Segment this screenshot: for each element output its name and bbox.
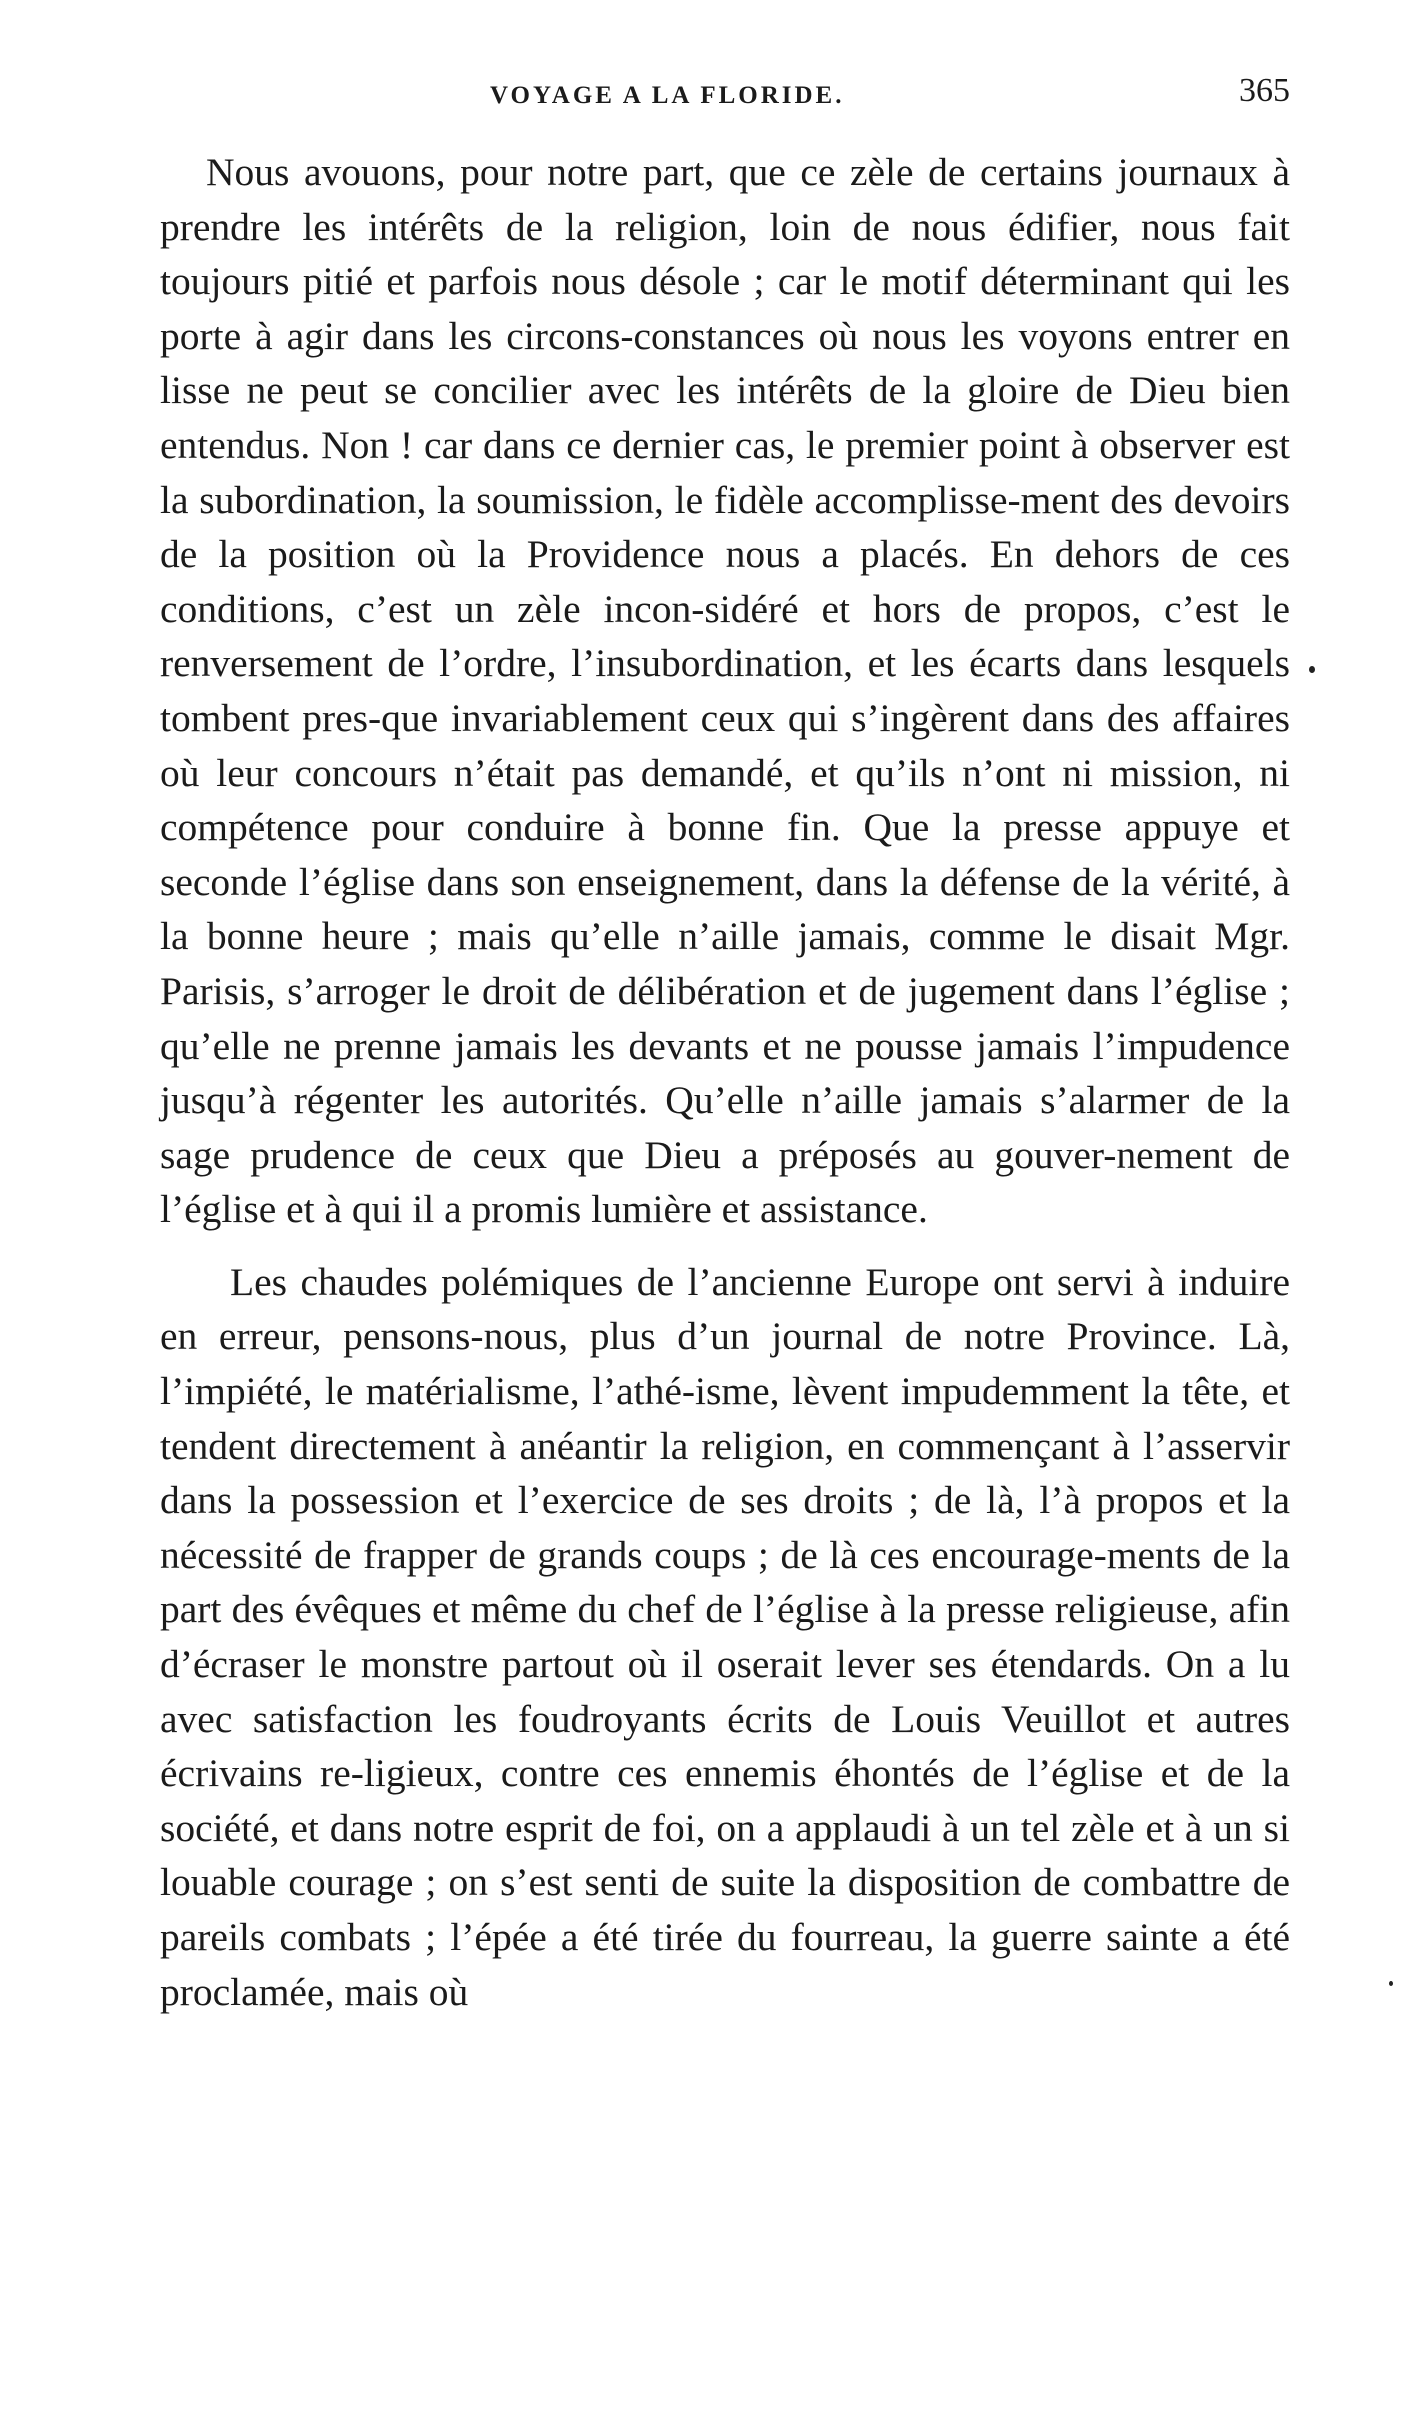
body-text [160,145,1290,2019]
running-title: VOYAGE A LA FLORIDE. [490,82,845,109]
paragraph-2: Les chaudes polémiques de l’ancienne Europe ont servi à induire en erreur, pensons-nous, plus d’un journal de notre Province. Là, l’impiété, le matérialisme, l’athé-isme, lèvent impudemment la tête, et tendent directement à anéantir la religion, en commençant à l’asservir dans la possession et l’exercice de ses droits ; de là, l’à propos et la nécessité de frapper de grands coups ; de là ces encourage-ments de la part des évêques et même du chef de l’église à la presse religieuse, afin d’écraser le monstre partout où il oserait lever ses étendards. On a lu avec satisfaction les foudroyants écrits de Louis Veuillot et autres écrivains re-ligieux, contre ces ennemis éhontés de l’église et de la société, et dans notre esprit de foi, on a applaudi à un tel zèle et à un si louable courage ; on s’est senti de suite la disposition de combattre de pareils combats ; l’épée a été tirée du fourreau, la guerre sainte a été proclamée, mais où [160,1259,1290,2014]
page-number: 365 [1239,72,1290,109]
running-head [160,72,1290,118]
paragraph-1: Nous avouons, pour notre part, que ce zèle de certains journaux à prendre les intérêts de la religion, loin de nous édifier, nous fait toujours pitié et parfois nous désole ; car le motif déterminant qui les porte à agir dans les circons-constances où nous les voyons entrer en lisse ne peut se concilier avec les intérêts de la gloire de Dieu bien entendus. Non ! car dans ce dernier cas, le premier point à observer est la subordination, la soumission, le fidèle accomplisse-ment des devoirs de la position où la Providence nous a placés. En dehors de ces conditions, c’est un zèle incon-sidéré et hors de propos, c’est le renversement de l’ordre, l’insubordination, et les écarts dans lesquels tombent pres-que invariablement ceux qui s’ingèrent dans des affaires où leur concours n’était pas demandé, et qu’ils n’ont ni mission, ni compétence pour conduire à bonne fin. Que la presse appuye et seconde l’église dans son enseignement, dans la défense de la vérité, à la bonne heure ; mais qu’elle n’aille jamais, comme le disait Mgr. Parisis, s’arroger le droit de délibération et de jugement dans l’église ; qu’elle ne prenne jamais les devants et ne pousse jamais l’impudence jusqu’à régenter les autorités. Qu’elle n’aille jamais s’alarmer de la sage prudence de ceux que Dieu a préposés au gouver-nement de l’église et à qui il a promis lumière et assistance. [160,150,1290,1232]
ink-speck [1309,666,1315,673]
ink-speck [1389,1981,1393,1986]
